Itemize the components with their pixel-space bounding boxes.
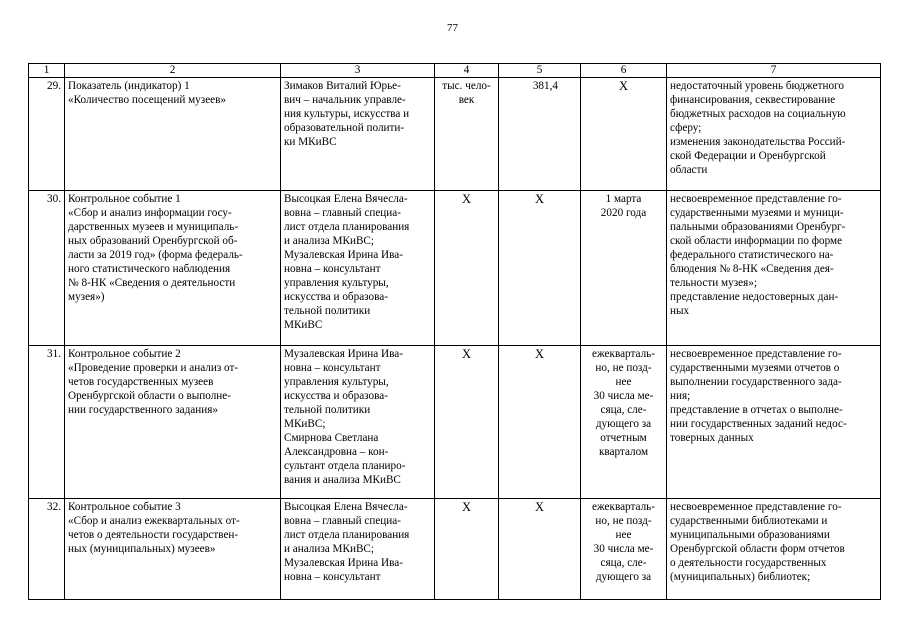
risks-cell: несвоевременное представление го- сударственными библиотеками и муниципальными образованиями Оренбургской области форм отчетов о деятельности государственных (муниципальных) библиотек; [667,499,881,600]
row-number: 29. [29,78,65,191]
unit-cell: Х [435,499,499,600]
row-number: 31. [29,346,65,499]
responsible-cell: Зимаков Виталий Юрье- вич – начальник управле- ния культуры, искусства и образовательной полити- ки МКиВС [281,78,435,191]
responsible-cell: Музалевская Ирина Ива- новна – консультант управления культуры, искусства и образова- тельной политики МКиВС; Смирнова Светлана Александровна – кон- сультант отдела планиро- вания и анализа МКиВС [281,346,435,499]
unit-cell: Х [435,191,499,346]
deadline-cell: ежекварталь- но, не позд- нее 30 числа ме- сяца, сле- дующего за [581,499,667,600]
column-header-3: 3 [281,64,435,78]
indicator-cell: Контрольное событие 1 «Сбор и анализ информации госу- дарственных музеев и муниципаль- ных образований Оренбургской об- ласти за 2019 год» (форма федераль- ного статистического наблюдения № 8-НК «Сведения о деятельности музея») [65,191,281,346]
measures-table [28,63,881,600]
column-header-1: 1 [29,64,65,78]
responsible-cell: Высоцкая Елена Вячесла- вовна – главный специа- лист отдела планирования и анализа МКиВС; Музалевская Ирина Ива- новна – консультант [281,499,435,600]
indicator-cell: Контрольное событие 3 «Сбор и анализ ежеквартальных от- четов о деятельности государствен- ных (муниципальных) музеев» [65,499,281,600]
value-cell: Х [499,346,581,499]
risks-cell: недостаточный уровень бюджетного финансирования, секвестирование бюджетных расходов на социальную сферу; изменения законодательства Россий- ской Федерации и Оренбургской области [667,78,881,191]
column-header-7: 7 [667,64,881,78]
column-header-5: 5 [499,64,581,78]
table-row [29,78,881,191]
unit-cell: тыс. чело- век [435,78,499,191]
value-cell: 381,4 [499,78,581,191]
column-header-4: 4 [435,64,499,78]
risks-cell: несвоевременное представление го- сударственными музеями и муници- пальными образованиями Оренбург- ской области информации по форме федерального статистического на- блюдения № 8-НК «Сведения дея- тельности музея»; представление недостоверных дан- ных [667,191,881,346]
value-cell: Х [499,191,581,346]
table-row [29,499,881,600]
row-number: 32. [29,499,65,600]
indicator-cell: Контрольное событие 2 «Проведение проверки и анализ от- четов государственных музеев Оренбургской области о выполне- нии государственного задания» [65,346,281,499]
deadline-cell: 1 марта 2020 года [581,191,667,346]
row-number: 30. [29,191,65,346]
unit-cell: Х [435,346,499,499]
table-row [29,346,881,499]
deadline-cell: ежекварталь- но, не позд- нее 30 числа ме- сяца, сле- дующего за отчетным кварталом [581,346,667,499]
value-cell: Х [499,499,581,600]
column-header-6: 6 [581,64,667,78]
indicator-cell: Показатель (индикатор) 1 «Количество посещений музеев» [65,78,281,191]
page-number: 77 [447,22,458,34]
table-row [29,191,881,346]
column-header-2: 2 [65,64,281,78]
risks-cell: несвоевременное представление го- сударственными музеями отчетов о выполнении государственного зада- ния; представление в отчетах о выполне- нии государственных заданий недос- товерных данных [667,346,881,499]
responsible-cell: Высоцкая Елена Вячесла- вовна – главный специа- лист отдела планирования и анализа МКиВС; Музалевская Ирина Ива- новна – консультант управления культуры, искусства и образова- тельной политики МКиВС [281,191,435,346]
deadline-cell: Х [581,78,667,191]
column-number-row [29,64,881,78]
